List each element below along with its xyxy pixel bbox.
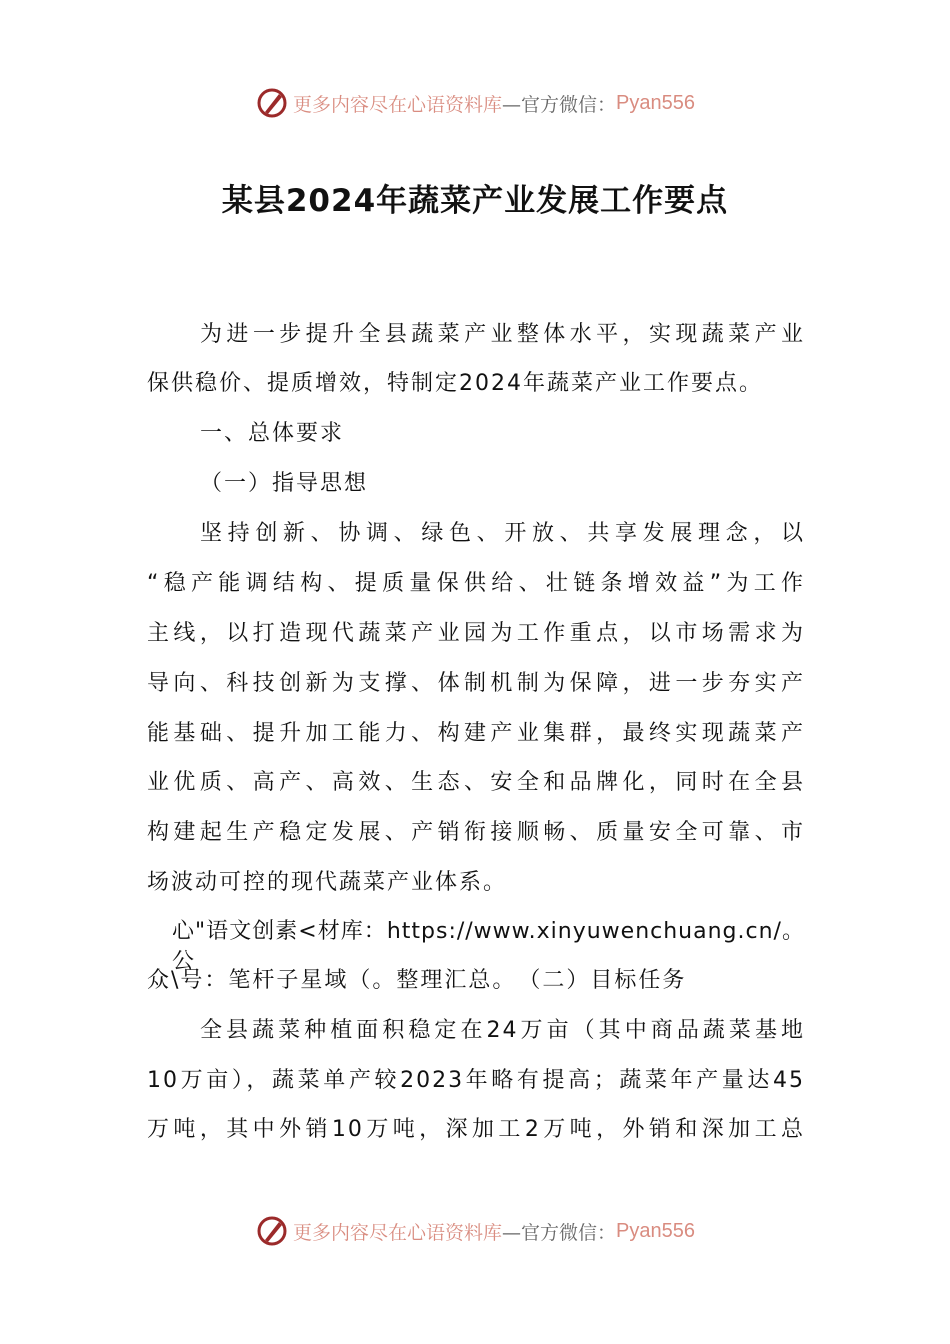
text-line: 业优质、高产、高效、生态、安全和品牌化，同时在全县 (147, 770, 805, 795)
text-line: 主线，以打造现代蔬菜产业园为工作重点，以市场需求为 (147, 621, 805, 646)
text-line: 众\号：笔杆子星域（。整理汇总。 （二）目标任务 (147, 968, 687, 993)
watermark-label: —官方微信： (502, 93, 617, 116)
text-line: 全县蔬菜种植面积稳定在24万亩（其中商品蔬菜基地 (200, 1018, 805, 1043)
section-heading: 一、总体要求 (200, 421, 345, 446)
page-title: 某县2024年蔬菜产业发展工作要点 (221, 183, 729, 219)
watermark-wechat: Pyan556 (616, 91, 695, 114)
footer-watermark (0, 1211, 950, 1251)
text-line: 10万亩），蔬菜单产较2023年略有提高；蔬菜年产量达45 (147, 1068, 805, 1093)
text-line: 保供稳价、提质增效，特制定2024年蔬菜产业工作要点。 (147, 371, 763, 396)
text-line: 为进一步提升全县蔬菜产业整体水平，实现蔬菜产业 (200, 322, 805, 347)
text-line: 场波动可控的现代蔬菜产业体系。 (147, 870, 508, 895)
text-line: 万吨，其中外销10万吨，深加工2万吨，外销和深加工总 (147, 1117, 805, 1142)
pen-logo-icon (255, 86, 289, 120)
pen-logo-icon (255, 1214, 289, 1248)
watermark-site: 更多内容尽在心语资料库 (293, 93, 503, 116)
subsection-heading: （一）指导思想 (200, 471, 369, 496)
text-line: 构建起生产稳定发展、产销衔接顺畅、质量安全可靠、市 (147, 820, 805, 845)
watermark-label: —官方微信： (502, 1221, 617, 1244)
text-line: 导向、科技创新为支撑、体制机制为保障，进一步夯实产 (147, 671, 805, 696)
text-line: 能基础、提升加工能力、构建产业集群，最终实现蔬菜产 (147, 721, 805, 746)
watermark-wechat: Pyan556 (616, 1219, 695, 1242)
text-line: “稳产能调结构、提质量保供给、壮链条增效益”为工作 (147, 571, 805, 596)
text-line: 心"语文创素<材库：https://www.xinyuwenchuang.cn/。公 (172, 919, 805, 974)
watermark-site: 更多内容尽在心语资料库 (293, 1221, 503, 1244)
header-watermark (0, 83, 950, 123)
text-line: 坚持创新、协调、绿色、开放、共享发展理念，以 (200, 521, 805, 546)
